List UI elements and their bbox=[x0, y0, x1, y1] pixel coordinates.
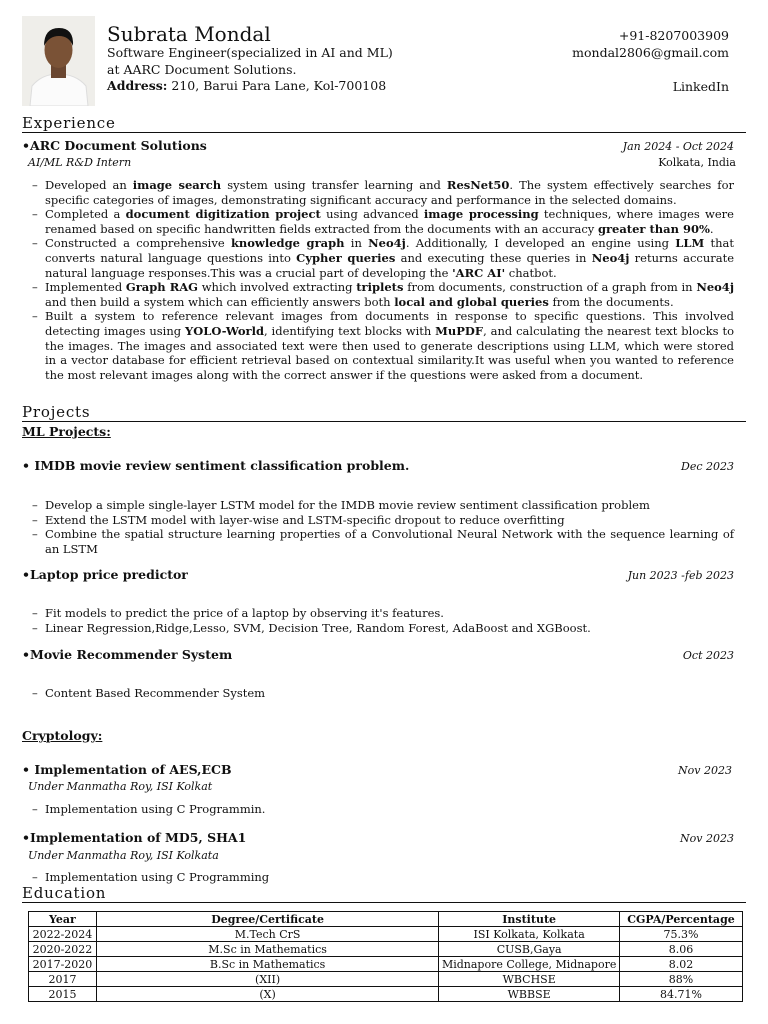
experience-bullet: – Implemented Graph RAG which involved extracting triplets from documents, construction of a graph from in Neo4j and then build a system which can efficiently answers both local and global queries from the documents. bbox=[32, 280, 734, 309]
emphasis-text: image processing bbox=[423, 207, 539, 222]
project-title-recommender: •Movie Recommender System bbox=[22, 647, 233, 662]
emphasis-text: Neo4j bbox=[591, 250, 630, 265]
list-item: – Linear Regression,Ridge,Lesso, SVM, Decision Tree, Random Forest, AdaBoost and XGBoost. bbox=[32, 621, 734, 636]
ml-projects-heading: ML Projects: bbox=[22, 424, 111, 439]
table-cell: Midnapore College, Midnapore bbox=[439, 957, 620, 972]
emphasis-text: ResNet50 bbox=[446, 178, 510, 192]
project-bullets-laptop bbox=[32, 606, 734, 635]
project-bullets-imdb bbox=[32, 498, 734, 556]
project-title-laptop: •Laptop price predictor bbox=[22, 567, 188, 582]
email-link[interactable]: mondal2806@gmail.com bbox=[572, 45, 729, 60]
table-cell: (XII) bbox=[96, 972, 438, 987]
profile-photo bbox=[22, 16, 95, 106]
project-supervisor-md5: Under Manmatha Roy, ISI Kolkata bbox=[28, 849, 219, 862]
project-title-imdb: • IMDB movie review sentiment classification problem. bbox=[22, 458, 410, 473]
education-heading bbox=[22, 885, 746, 903]
list-item: – Combine the spatial structure learning properties of a Convolutional Neural Network with the sequence learning of an LSTM bbox=[32, 527, 734, 556]
table-cell: M.Tech CrS bbox=[96, 927, 438, 942]
experience-heading bbox=[22, 115, 746, 133]
experience-heading-text: Experience bbox=[22, 114, 116, 132]
table-cell: (X) bbox=[96, 987, 438, 1002]
project-bullets-recommender bbox=[32, 686, 734, 701]
table-cell: CUSB,Gaya bbox=[439, 942, 620, 957]
table-row bbox=[29, 987, 743, 1002]
phone-number[interactable]: +91-8207003909 bbox=[618, 28, 729, 43]
experience-bullet: – Completed a document digitization project using advanced image processing techniques, where images were renamed based on specific handwritten fields extracted from the documents with an accuracy greater than 90%. bbox=[32, 207, 734, 236]
candidate-name: Subrata Mondal bbox=[107, 22, 271, 46]
project-date-aes: Nov 2023 bbox=[678, 764, 732, 777]
emphasis-text: Graph RAG bbox=[125, 280, 198, 295]
table-cell: M.Sc in Mathematics bbox=[96, 942, 438, 957]
experience-company: •ARC Document Solutions bbox=[22, 138, 207, 153]
column-header: Degree/Certificate bbox=[96, 912, 438, 927]
table-cell: 8.02 bbox=[620, 957, 743, 972]
list-item: – Implementation using C Programming bbox=[32, 870, 734, 885]
company-name: ARC Document Solutions bbox=[30, 138, 207, 153]
emphasis-text: LLM bbox=[675, 236, 705, 251]
emphasis-text: YOLO-World bbox=[185, 323, 265, 338]
project-title-aes: • Implementation of AES,ECB bbox=[22, 762, 232, 777]
table-row bbox=[29, 972, 743, 987]
experience-bullet: – Developed an image search system using transfer learning and ResNet50. The system effectively searches for specific categories of images, demonstrating significant accuracy and performance in the selected domains. bbox=[32, 178, 734, 207]
experience-location: Kolkata, India bbox=[658, 156, 736, 169]
list-item: – Develop a simple single-layer LSTM model for the IMDB movie review sentiment classification problem bbox=[32, 498, 734, 513]
list-item: – Content Based Recommender System bbox=[32, 686, 734, 701]
table-cell: 2017-2020 bbox=[29, 957, 97, 972]
table-row bbox=[29, 957, 743, 972]
emphasis-text: MuPDF bbox=[435, 323, 484, 338]
table-cell: 2017 bbox=[29, 972, 97, 987]
headline-line2: at AARC Document Solutions. bbox=[107, 62, 297, 77]
emphasis-text: triplets bbox=[356, 280, 404, 295]
emphasis-text: greater than 90% bbox=[597, 221, 710, 236]
emphasis-text: Neo4j bbox=[368, 236, 406, 251]
linkedin-link[interactable]: LinkedIn bbox=[672, 79, 729, 94]
cryptology-heading: Cryptology: bbox=[22, 728, 103, 743]
projects-heading bbox=[22, 404, 746, 422]
table-cell: 75.3% bbox=[620, 927, 743, 942]
education-table bbox=[28, 911, 743, 1002]
table-cell: ISI Kolkata, Kolkata bbox=[439, 927, 620, 942]
column-header: CGPA/Percentage bbox=[620, 912, 743, 927]
experience-role: AI/ML R&D Intern bbox=[28, 156, 132, 169]
table-cell: 8.06 bbox=[620, 942, 743, 957]
project-title-md5: •Implementation of MD5, SHA1 bbox=[22, 830, 247, 845]
emphasis-text: knowledge graph bbox=[230, 236, 345, 251]
emphasis-text: local and global queries bbox=[394, 294, 549, 309]
projects-heading-text: Projects bbox=[22, 403, 91, 421]
address-label: Address: bbox=[107, 78, 168, 93]
table-row bbox=[29, 942, 743, 957]
emphasis-text: 'ARC AI' bbox=[452, 265, 506, 280]
table-cell: B.Sc in Mathematics bbox=[96, 957, 438, 972]
table-cell: 84.71% bbox=[620, 987, 743, 1002]
column-header: Year bbox=[29, 912, 97, 927]
education-table-header bbox=[29, 912, 743, 927]
table-cell: 2015 bbox=[29, 987, 97, 1002]
education-heading-text: Education bbox=[22, 884, 107, 902]
emphasis-text: Neo4j bbox=[696, 280, 734, 295]
experience-dates: Jan 2024 - Oct 2024 bbox=[622, 140, 734, 153]
table-cell: 88% bbox=[620, 972, 743, 987]
emphasis-text: Cypher queries bbox=[296, 250, 396, 265]
emphasis-text: document digitization project bbox=[125, 207, 321, 222]
address-value: 210, Barui Para Lane, Kol-700108 bbox=[167, 78, 387, 93]
list-item: – Extend the LSTM model with layer-wise and LSTM-specific dropout to reduce overfitting bbox=[32, 513, 734, 528]
project-date-md5: Nov 2023 bbox=[680, 832, 734, 845]
table-cell: 2020-2022 bbox=[29, 942, 97, 957]
table-cell: 2022-2024 bbox=[29, 927, 97, 942]
education-table-body bbox=[29, 927, 743, 1002]
project-bullets-aes bbox=[32, 802, 734, 817]
address bbox=[107, 78, 386, 94]
table-row bbox=[29, 927, 743, 942]
table-cell: WBBSE bbox=[439, 987, 620, 1002]
headline-line1: Software Engineer(specialized in AI and ML) bbox=[107, 45, 393, 60]
table-cell: WBCHSE bbox=[439, 972, 620, 987]
project-date-laptop: Jun 2023 -feb 2023 bbox=[627, 569, 734, 582]
experience-bullet: – Built a system to reference relevant images from documents in response to specific questions. This involved detecting images using YOLO-World, identifying text blocks with MuPDF, and calculating the nearest text blocks to the images. The images and associated text were then used to generate descriptions using LLM, which were stored in a vector database for efficient retrieval based on contextual similarity.It was useful when you wanted to reference the most relevant images along with the correct answer if the questions were asked from a document. bbox=[32, 309, 734, 382]
column-header: Institute bbox=[439, 912, 620, 927]
project-supervisor-aes: Under Manmatha Roy, ISI Kolkat bbox=[28, 780, 213, 793]
project-date-imdb: Dec 2023 bbox=[681, 460, 734, 473]
emphasis-text: image search bbox=[132, 178, 222, 192]
experience-bullet: – Constructed a comprehensive knowledge graph in Neo4j. Additionally, I developed an engine using LLM that converts natural language questions into Cypher queries and executing these queries in Neo4j returns accurate natural language responses.This was a crucial part of developing the 'ARC AI' chatbot. bbox=[32, 236, 734, 280]
list-item: – Fit models to predict the price of a laptop by observing it's features. bbox=[32, 606, 734, 621]
project-bullets-md5 bbox=[32, 870, 734, 885]
experience-bullet-list bbox=[32, 178, 734, 382]
project-date-recommender: Oct 2023 bbox=[682, 649, 734, 662]
list-item: – Implementation using C Programmin. bbox=[32, 802, 734, 817]
